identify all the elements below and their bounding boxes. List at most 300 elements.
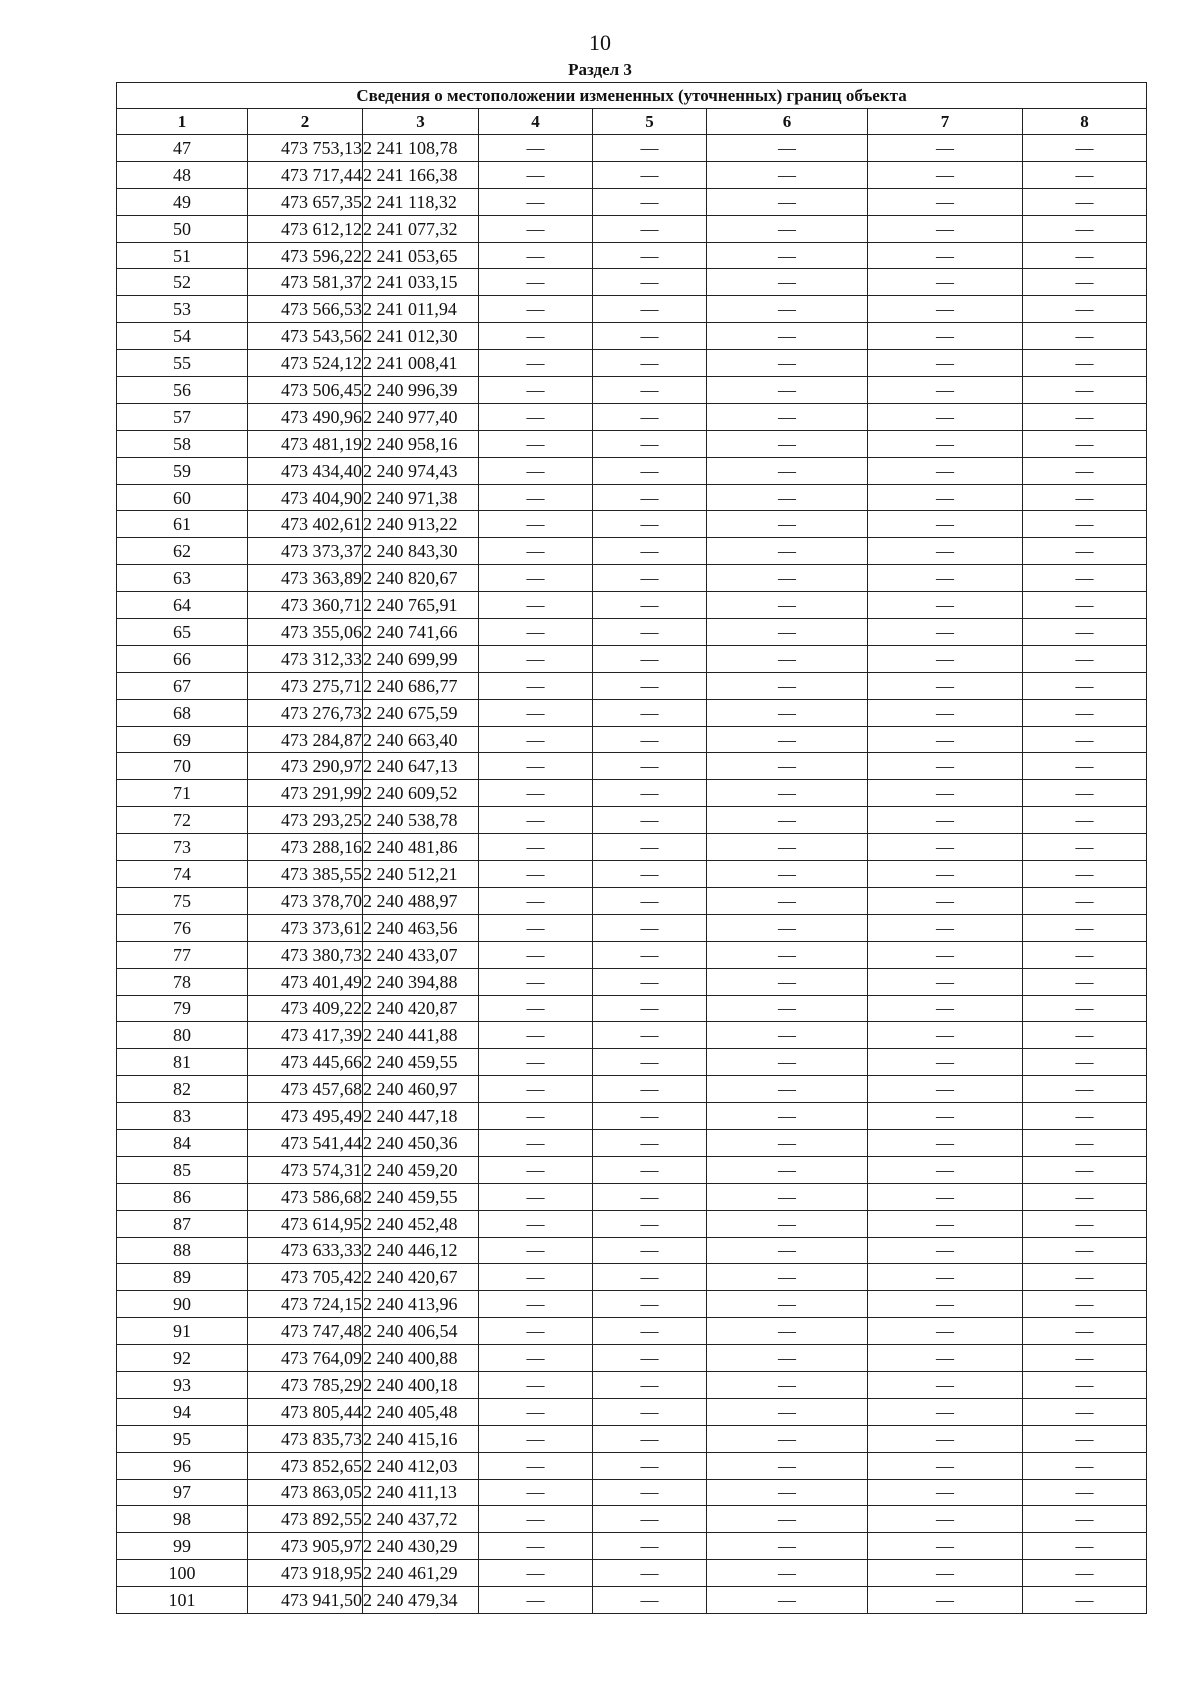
table-row [117,592,1147,619]
coordinate-y: 2 240 437,72 [363,1506,479,1533]
table-row [117,1049,1147,1076]
empty-cell-dash: — [707,1533,868,1560]
column-number-3: 3 [363,109,479,135]
empty-cell-dash: — [707,699,868,726]
empty-cell-dash: — [593,430,707,457]
point-number: 51 [117,242,248,269]
empty-cell-dash: — [868,753,1023,780]
empty-cell-dash: — [707,807,868,834]
coordinate-y: 2 241 166,38 [363,161,479,188]
coordinate-x: 473 275,71 [248,672,363,699]
empty-cell-dash: — [593,861,707,888]
empty-cell-dash: — [593,296,707,323]
empty-cell-dash: — [868,861,1023,888]
coordinate-y: 2 240 479,34 [363,1587,479,1614]
point-number: 54 [117,323,248,350]
point-number: 91 [117,1318,248,1345]
coordinate-y: 2 241 118,32 [363,188,479,215]
empty-cell-dash: — [593,242,707,269]
column-number-8: 8 [1023,109,1147,135]
empty-cell-dash: — [479,834,593,861]
coordinate-y: 2 240 411,13 [363,1479,479,1506]
empty-cell-dash: — [1023,350,1147,377]
empty-cell-dash: — [868,565,1023,592]
empty-cell-dash: — [593,323,707,350]
coordinate-x: 473 291,99 [248,780,363,807]
coordinate-y: 2 240 958,16 [363,430,479,457]
coordinate-y: 2 240 741,66 [363,619,479,646]
point-number: 73 [117,834,248,861]
point-number: 52 [117,269,248,296]
table-row [117,1425,1147,1452]
empty-cell-dash: — [593,1506,707,1533]
empty-cell-dash: — [868,726,1023,753]
empty-cell-dash: — [868,995,1023,1022]
empty-cell-dash: — [479,645,593,672]
empty-cell-dash: — [707,780,868,807]
table-row [117,861,1147,888]
column-number-4: 4 [479,109,593,135]
empty-cell-dash: — [1023,161,1147,188]
empty-cell-dash: — [479,1022,593,1049]
coordinate-x: 473 378,70 [248,887,363,914]
empty-cell-dash: — [868,377,1023,404]
empty-cell-dash: — [868,135,1023,162]
empty-cell-dash: — [1023,1022,1147,1049]
empty-cell-dash: — [707,1129,868,1156]
empty-cell-dash: — [707,941,868,968]
empty-cell-dash: — [479,1129,593,1156]
empty-cell-dash: — [593,1560,707,1587]
empty-cell-dash: — [707,457,868,484]
empty-cell-dash: — [593,753,707,780]
empty-cell-dash: — [707,1345,868,1372]
point-number: 89 [117,1264,248,1291]
table-row [117,968,1147,995]
table-row [117,807,1147,834]
empty-cell-dash: — [707,1479,868,1506]
empty-cell-dash: — [593,1479,707,1506]
empty-cell-dash: — [593,995,707,1022]
empty-cell-dash: — [868,1533,1023,1560]
coordinate-x: 473 863,05 [248,1479,363,1506]
coordinate-y: 2 241 108,78 [363,135,479,162]
empty-cell-dash: — [479,377,593,404]
table-row [117,753,1147,780]
empty-cell-dash: — [868,242,1023,269]
empty-cell-dash: — [593,1237,707,1264]
empty-cell-dash: — [593,1587,707,1614]
empty-cell-dash: — [1023,753,1147,780]
coordinate-x: 473 805,44 [248,1398,363,1425]
empty-cell-dash: — [479,242,593,269]
empty-cell-dash: — [707,914,868,941]
empty-cell-dash: — [1023,780,1147,807]
table-row [117,1210,1147,1237]
empty-cell-dash: — [868,1049,1023,1076]
table-row [117,1264,1147,1291]
empty-cell-dash: — [479,726,593,753]
empty-cell-dash: — [1023,1560,1147,1587]
empty-cell-dash: — [1023,538,1147,565]
coordinate-x: 473 445,66 [248,1049,363,1076]
coordinate-y: 2 240 609,52 [363,780,479,807]
section-title: Раздел 3 [568,60,632,79]
empty-cell-dash: — [868,403,1023,430]
column-number-2: 2 [248,109,363,135]
empty-cell-dash: — [593,1318,707,1345]
point-number: 49 [117,188,248,215]
point-number: 101 [117,1587,248,1614]
empty-cell-dash: — [593,1264,707,1291]
table-row [117,269,1147,296]
empty-cell-dash: — [707,1398,868,1425]
coordinate-x: 473 404,90 [248,484,363,511]
empty-cell-dash: — [593,807,707,834]
empty-cell-dash: — [1023,457,1147,484]
coordinate-x: 473 785,29 [248,1371,363,1398]
coordinate-x: 473 705,42 [248,1264,363,1291]
empty-cell-dash: — [593,135,707,162]
point-number: 93 [117,1371,248,1398]
coordinate-x: 473 409,22 [248,995,363,1022]
coordinate-y: 2 240 415,16 [363,1425,479,1452]
empty-cell-dash: — [868,1506,1023,1533]
empty-cell-dash: — [479,1076,593,1103]
table-row [117,1560,1147,1587]
coordinate-y: 2 240 441,88 [363,1022,479,1049]
empty-cell-dash: — [479,484,593,511]
table-row [117,350,1147,377]
point-number: 90 [117,1291,248,1318]
coordinate-y: 2 240 977,40 [363,403,479,430]
coordinate-y: 2 240 413,96 [363,1291,479,1318]
empty-cell-dash: — [707,1049,868,1076]
table-row [117,780,1147,807]
coordinate-y: 2 240 452,48 [363,1210,479,1237]
coordinate-y: 2 240 460,97 [363,1076,479,1103]
empty-cell-dash: — [479,1264,593,1291]
table-row [117,1183,1147,1210]
table-row [117,1345,1147,1372]
coordinate-y: 2 240 971,38 [363,484,479,511]
point-number: 92 [117,1345,248,1372]
coordinate-x: 473 380,73 [248,941,363,968]
table-row [117,215,1147,242]
coordinate-x: 473 905,97 [248,1533,363,1560]
table-row [117,1129,1147,1156]
empty-cell-dash: — [868,914,1023,941]
coordinate-y: 2 240 446,12 [363,1237,479,1264]
table-row [117,403,1147,430]
point-number: 99 [117,1533,248,1560]
table-row [117,323,1147,350]
empty-cell-dash: — [1023,1452,1147,1479]
table-row [117,1318,1147,1345]
table-row [117,188,1147,215]
empty-cell-dash: — [1023,511,1147,538]
empty-cell-dash: — [868,1291,1023,1318]
empty-cell-dash: — [707,377,868,404]
empty-cell-dash: — [868,1076,1023,1103]
table-body [117,135,1147,1614]
empty-cell-dash: — [479,1345,593,1372]
coordinate-y: 2 241 053,65 [363,242,479,269]
coordinate-y: 2 240 699,99 [363,645,479,672]
table-row [117,1479,1147,1506]
empty-cell-dash: — [868,592,1023,619]
table-row [117,1237,1147,1264]
empty-cell-dash: — [868,1345,1023,1372]
empty-cell-dash: — [707,1506,868,1533]
empty-cell-dash: — [479,1479,593,1506]
coordinate-x: 473 747,48 [248,1318,363,1345]
empty-cell-dash: — [868,699,1023,726]
empty-cell-dash: — [479,672,593,699]
coordinate-x: 473 284,87 [248,726,363,753]
empty-cell-dash: — [1023,834,1147,861]
empty-cell-dash: — [479,699,593,726]
empty-cell-dash: — [593,1425,707,1452]
empty-cell-dash: — [868,511,1023,538]
empty-cell-dash: — [1023,269,1147,296]
empty-cell-dash: — [868,1156,1023,1183]
table-row [117,242,1147,269]
empty-cell-dash: — [868,1560,1023,1587]
empty-cell-dash: — [1023,296,1147,323]
empty-cell-dash: — [1023,726,1147,753]
point-number: 85 [117,1156,248,1183]
point-number: 84 [117,1129,248,1156]
empty-cell-dash: — [868,1022,1023,1049]
coordinate-y: 2 240 400,18 [363,1371,479,1398]
empty-cell-dash: — [707,726,868,753]
table-row [117,619,1147,646]
coordinate-x: 473 434,40 [248,457,363,484]
table-row [117,1022,1147,1049]
empty-cell-dash: — [707,995,868,1022]
coordinate-x: 473 586,68 [248,1183,363,1210]
coordinate-x: 473 360,71 [248,592,363,619]
empty-cell-dash: — [707,350,868,377]
empty-cell-dash: — [479,941,593,968]
empty-cell-dash: — [593,565,707,592]
coordinate-y: 2 240 820,67 [363,565,479,592]
empty-cell-dash: — [593,1398,707,1425]
empty-cell-dash: — [707,592,868,619]
empty-cell-dash: — [479,1425,593,1452]
empty-cell-dash: — [707,161,868,188]
empty-cell-dash: — [479,753,593,780]
coordinate-y: 2 240 512,21 [363,861,479,888]
coordinate-y: 2 240 430,29 [363,1533,479,1560]
empty-cell-dash: — [593,1291,707,1318]
point-number: 75 [117,887,248,914]
empty-cell-dash: — [868,296,1023,323]
table-row [117,1103,1147,1130]
point-number: 96 [117,1452,248,1479]
empty-cell-dash: — [868,538,1023,565]
coordinate-x: 473 581,37 [248,269,363,296]
empty-cell-dash: — [1023,1237,1147,1264]
empty-cell-dash: — [479,1587,593,1614]
point-number: 97 [117,1479,248,1506]
empty-cell-dash: — [1023,430,1147,457]
coordinate-y: 2 240 686,77 [363,672,479,699]
empty-cell-dash: — [479,1318,593,1345]
empty-cell-dash: — [593,484,707,511]
table-row [117,1371,1147,1398]
empty-cell-dash: — [707,834,868,861]
empty-cell-dash: — [479,188,593,215]
coordinate-x: 473 524,12 [248,350,363,377]
coordinate-x: 473 835,73 [248,1425,363,1452]
empty-cell-dash: — [593,403,707,430]
point-number: 56 [117,377,248,404]
empty-cell-dash: — [707,887,868,914]
table-row [117,377,1147,404]
empty-cell-dash: — [593,1103,707,1130]
coordinate-x: 473 457,68 [248,1076,363,1103]
empty-cell-dash: — [1023,1156,1147,1183]
empty-cell-dash: — [1023,914,1147,941]
empty-cell-dash: — [479,1506,593,1533]
empty-cell-dash: — [868,350,1023,377]
column-number-6: 6 [707,109,868,135]
empty-cell-dash: — [868,834,1023,861]
empty-cell-dash: — [868,1318,1023,1345]
empty-cell-dash: — [1023,323,1147,350]
empty-cell-dash: — [479,1452,593,1479]
empty-cell-dash: — [707,1560,868,1587]
table-row [117,834,1147,861]
empty-cell-dash: — [707,861,868,888]
table-row [117,430,1147,457]
empty-cell-dash: — [479,780,593,807]
coordinate-y: 2 240 647,13 [363,753,479,780]
table-row [117,914,1147,941]
boundary-coordinates-table [116,82,1147,1614]
point-number: 72 [117,807,248,834]
empty-cell-dash: — [593,941,707,968]
coordinate-y: 2 240 463,56 [363,914,479,941]
empty-cell-dash: — [593,1183,707,1210]
empty-cell-dash: — [1023,1291,1147,1318]
empty-cell-dash: — [1023,377,1147,404]
point-number: 57 [117,403,248,430]
empty-cell-dash: — [868,188,1023,215]
empty-cell-dash: — [479,350,593,377]
coordinate-x: 473 543,56 [248,323,363,350]
empty-cell-dash: — [868,780,1023,807]
coordinate-y: 2 240 459,55 [363,1049,479,1076]
coordinate-x: 473 764,09 [248,1345,363,1372]
empty-cell-dash: — [868,968,1023,995]
coordinate-x: 473 312,33 [248,645,363,672]
table-row [117,1398,1147,1425]
empty-cell-dash: — [707,1103,868,1130]
empty-cell-dash: — [593,619,707,646]
coordinate-x: 473 373,61 [248,914,363,941]
point-number: 55 [117,350,248,377]
empty-cell-dash: — [707,968,868,995]
coordinate-x: 473 566,53 [248,296,363,323]
coordinate-x: 473 276,73 [248,699,363,726]
empty-cell-dash: — [868,941,1023,968]
empty-cell-dash: — [1023,645,1147,672]
coordinate-y: 2 241 077,32 [363,215,479,242]
empty-cell-dash: — [1023,188,1147,215]
empty-cell-dash: — [1023,1076,1147,1103]
empty-cell-dash: — [868,1129,1023,1156]
point-number: 95 [117,1425,248,1452]
empty-cell-dash: — [707,1022,868,1049]
table-row [117,1587,1147,1614]
empty-cell-dash: — [1023,1129,1147,1156]
empty-cell-dash: — [479,1371,593,1398]
coordinate-y: 2 241 012,30 [363,323,479,350]
empty-cell-dash: — [868,619,1023,646]
empty-cell-dash: — [479,1560,593,1587]
empty-cell-dash: — [593,1076,707,1103]
empty-cell-dash: — [1023,1210,1147,1237]
empty-cell-dash: — [593,269,707,296]
empty-cell-dash: — [593,1533,707,1560]
empty-cell-dash: — [479,995,593,1022]
table-row [117,1506,1147,1533]
table-row [117,672,1147,699]
empty-cell-dash: — [479,403,593,430]
empty-cell-dash: — [707,403,868,430]
empty-cell-dash: — [593,834,707,861]
coordinate-y: 2 240 461,29 [363,1560,479,1587]
point-number: 82 [117,1076,248,1103]
empty-cell-dash: — [479,161,593,188]
empty-cell-dash: — [479,1398,593,1425]
empty-cell-dash: — [868,457,1023,484]
empty-cell-dash: — [1023,995,1147,1022]
coordinate-x: 473 753,13 [248,135,363,162]
empty-cell-dash: — [1023,968,1147,995]
point-number: 68 [117,699,248,726]
empty-cell-dash: — [707,753,868,780]
empty-cell-dash: — [479,861,593,888]
coordinate-x: 473 596,22 [248,242,363,269]
coordinate-y: 2 240 538,78 [363,807,479,834]
coordinate-x: 473 506,45 [248,377,363,404]
empty-cell-dash: — [868,645,1023,672]
coordinate-x: 473 355,06 [248,619,363,646]
empty-cell-dash: — [593,511,707,538]
point-number: 60 [117,484,248,511]
point-number: 98 [117,1506,248,1533]
coordinate-x: 473 481,19 [248,430,363,457]
empty-cell-dash: — [1023,861,1147,888]
empty-cell-dash: — [868,161,1023,188]
empty-cell-dash: — [1023,619,1147,646]
empty-cell-dash: — [868,1103,1023,1130]
coordinate-y: 2 241 033,15 [363,269,479,296]
coordinate-y: 2 240 843,30 [363,538,479,565]
coordinate-y: 2 240 400,88 [363,1345,479,1372]
empty-cell-dash: — [479,887,593,914]
coordinate-x: 473 401,49 [248,968,363,995]
table-row [117,565,1147,592]
empty-cell-dash: — [1023,1479,1147,1506]
coordinate-y: 2 240 459,20 [363,1156,479,1183]
empty-cell-dash: — [479,538,593,565]
coordinate-y: 2 240 412,03 [363,1452,479,1479]
